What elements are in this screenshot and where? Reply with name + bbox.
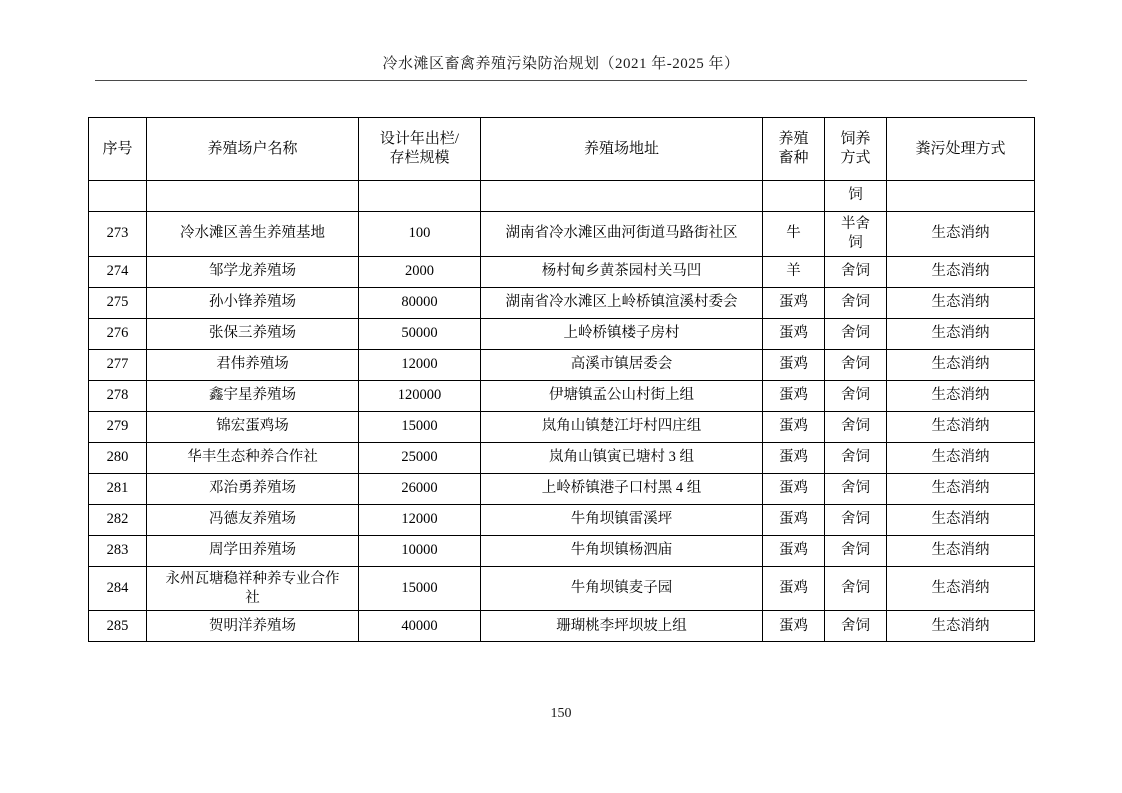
cell-name: 华丰生态种养合作社 — [147, 442, 359, 473]
livestock-farm-table-container — [88, 117, 1034, 642]
cell-treatment — [887, 181, 1035, 212]
cell-feeding: 舍饲 — [825, 442, 887, 473]
cell-feeding: 舍饲 — [825, 380, 887, 411]
cell-address: 珊瑚桃李坪坝坡上组 — [481, 611, 763, 642]
cell-address — [481, 181, 763, 212]
column-header-treatment: 粪污处理方式 — [887, 118, 1035, 181]
column-header-name: 养殖场户名称 — [147, 118, 359, 181]
cell-treatment: 生态消纳 — [887, 442, 1035, 473]
cell-address: 岚角山镇楚江圩村四庄组 — [481, 411, 763, 442]
table-row — [89, 287, 1035, 318]
table-row — [89, 256, 1035, 287]
cell-feeding: 舍饲 — [825, 566, 887, 611]
cell-species — [763, 181, 825, 212]
cell-scale: 15000 — [359, 566, 481, 611]
column-header-species — [763, 118, 825, 181]
cell-name — [147, 566, 359, 611]
column-header-feeding-line1: 饲养 — [840, 130, 871, 147]
table-row — [89, 535, 1035, 566]
cell-species: 蛋鸡 — [763, 287, 825, 318]
cell-treatment: 生态消纳 — [887, 212, 1035, 257]
table-row — [89, 181, 1035, 212]
table-header-row — [89, 118, 1035, 181]
cell-feeding: 舍饲 — [825, 611, 887, 642]
cell-scale: 50000 — [359, 318, 481, 349]
cell-feeding: 舍饲 — [825, 287, 887, 318]
cell-species: 羊 — [763, 256, 825, 287]
column-header-index: 序号 — [89, 118, 147, 181]
cell-index: 278 — [89, 380, 147, 411]
cell-name: 孙小锋养殖场 — [147, 287, 359, 318]
cell-name: 贺明洋养殖场 — [147, 611, 359, 642]
cell-address: 湖南省冷水滩区曲河街道马路街社区 — [481, 212, 763, 257]
cell-treatment: 生态消纳 — [887, 256, 1035, 287]
cell-name: 鑫宇星养殖场 — [147, 380, 359, 411]
cell-treatment: 生态消纳 — [887, 349, 1035, 380]
cell-scale: 120000 — [359, 380, 481, 411]
table-row — [89, 411, 1035, 442]
cell-address: 杨村甸乡黄茶园村关马凹 — [481, 256, 763, 287]
livestock-farm-table — [88, 117, 1035, 642]
cell-treatment: 生态消纳 — [887, 380, 1035, 411]
cell-index: 279 — [89, 411, 147, 442]
cell-name: 冯德友养殖场 — [147, 504, 359, 535]
cell-address: 牛角坝镇麦子园 — [481, 566, 763, 611]
cell-feeding: 舍饲 — [825, 411, 887, 442]
column-header-species-line2: 畜种 — [778, 150, 809, 166]
cell-scale: 2000 — [359, 256, 481, 287]
cell-scale: 15000 — [359, 411, 481, 442]
cell-address: 牛角坝镇杨泗庙 — [481, 535, 763, 566]
cell-feeding: 舍饲 — [825, 256, 887, 287]
cell-name — [147, 181, 359, 212]
cell-address: 牛角坝镇雷溪坪 — [481, 504, 763, 535]
cell-treatment: 生态消纳 — [887, 504, 1035, 535]
cell-feeding-line1: 半舍 — [841, 216, 870, 232]
cell-feeding: 舍饲 — [825, 535, 887, 566]
cell-index: 277 — [89, 349, 147, 380]
column-header-species-line1: 养殖 — [778, 130, 809, 147]
cell-index: 282 — [89, 504, 147, 535]
cell-treatment: 生态消纳 — [887, 566, 1035, 611]
cell-index: 284 — [89, 566, 147, 611]
cell-scale: 25000 — [359, 442, 481, 473]
cell-scale — [359, 181, 481, 212]
cell-address: 岚角山镇寅已塘村 3 组 — [481, 442, 763, 473]
column-header-scale-line2: 存栏规模 — [389, 150, 450, 166]
cell-scale: 10000 — [359, 535, 481, 566]
table-row — [89, 473, 1035, 504]
column-header-scale — [359, 118, 481, 181]
cell-name: 张保三养殖场 — [147, 318, 359, 349]
cell-name: 邹学龙养殖场 — [147, 256, 359, 287]
cell-scale: 40000 — [359, 611, 481, 642]
cell-species: 蛋鸡 — [763, 504, 825, 535]
cell-feeding — [825, 212, 887, 257]
cell-index: 283 — [89, 535, 147, 566]
cell-feeding: 饲 — [825, 181, 887, 212]
cell-treatment: 生态消纳 — [887, 535, 1035, 566]
cell-feeding: 舍饲 — [825, 473, 887, 504]
cell-address: 湖南省冷水滩区上岭桥镇渲溪村委会 — [481, 287, 763, 318]
cell-index — [89, 181, 147, 212]
cell-treatment: 生态消纳 — [887, 473, 1035, 504]
cell-name: 君伟养殖场 — [147, 349, 359, 380]
cell-name: 邓治勇养殖场 — [147, 473, 359, 504]
cell-index: 273 — [89, 212, 147, 257]
cell-name: 周学田养殖场 — [147, 535, 359, 566]
cell-species: 牛 — [763, 212, 825, 257]
cell-index: 285 — [89, 611, 147, 642]
cell-species: 蛋鸡 — [763, 318, 825, 349]
column-header-feeding — [825, 118, 887, 181]
cell-scale: 80000 — [359, 287, 481, 318]
table-row — [89, 349, 1035, 380]
cell-scale: 26000 — [359, 473, 481, 504]
cell-species: 蛋鸡 — [763, 442, 825, 473]
page-header: 冷水滩区畜禽养殖污染防治规划（2021 年-2025 年） — [382, 56, 740, 72]
cell-index: 275 — [89, 287, 147, 318]
cell-treatment: 生态消纳 — [887, 318, 1035, 349]
column-header-scale-line1: 设计年出栏/ — [379, 130, 460, 147]
table-row — [89, 504, 1035, 535]
table-row — [89, 566, 1035, 611]
header-divider — [95, 80, 1027, 81]
table-row — [89, 212, 1035, 257]
cell-scale: 12000 — [359, 349, 481, 380]
cell-name-line1: 永州瓦塘稳祥种养专业合作 — [165, 570, 340, 587]
cell-name-line2: 社 — [245, 589, 260, 606]
cell-index: 280 — [89, 442, 147, 473]
column-header-address: 养殖场地址 — [481, 118, 763, 181]
cell-species: 蛋鸡 — [763, 535, 825, 566]
cell-species: 蛋鸡 — [763, 473, 825, 504]
cell-feeding: 舍饲 — [825, 349, 887, 380]
table-row — [89, 611, 1035, 642]
cell-treatment: 生态消纳 — [887, 611, 1035, 642]
cell-species: 蛋鸡 — [763, 349, 825, 380]
cell-address: 上岭桥镇楼子房村 — [481, 318, 763, 349]
cell-species: 蛋鸡 — [763, 611, 825, 642]
cell-species: 蛋鸡 — [763, 566, 825, 611]
cell-species: 蛋鸡 — [763, 380, 825, 411]
page-number: 150 — [550, 706, 572, 721]
cell-name: 冷水滩区善生养殖基地 — [147, 212, 359, 257]
cell-index: 274 — [89, 256, 147, 287]
table-row — [89, 380, 1035, 411]
cell-address: 伊塘镇孟公山村街上组 — [481, 380, 763, 411]
cell-feeding: 舍饲 — [825, 318, 887, 349]
cell-index: 281 — [89, 473, 147, 504]
cell-feeding: 舍饲 — [825, 504, 887, 535]
table-row — [89, 442, 1035, 473]
cell-species: 蛋鸡 — [763, 411, 825, 442]
cell-scale: 12000 — [359, 504, 481, 535]
cell-address: 上岭桥镇港子口村黑 4 组 — [481, 473, 763, 504]
table-row — [89, 318, 1035, 349]
column-header-feeding-line2: 方式 — [840, 150, 871, 166]
cell-treatment: 生态消纳 — [887, 287, 1035, 318]
cell-scale: 100 — [359, 212, 481, 257]
cell-address: 高溪市镇居委会 — [481, 349, 763, 380]
cell-index: 276 — [89, 318, 147, 349]
cell-treatment: 生态消纳 — [887, 411, 1035, 442]
cell-name: 锦宏蛋鸡场 — [147, 411, 359, 442]
cell-feeding-line2: 饲 — [848, 234, 863, 251]
